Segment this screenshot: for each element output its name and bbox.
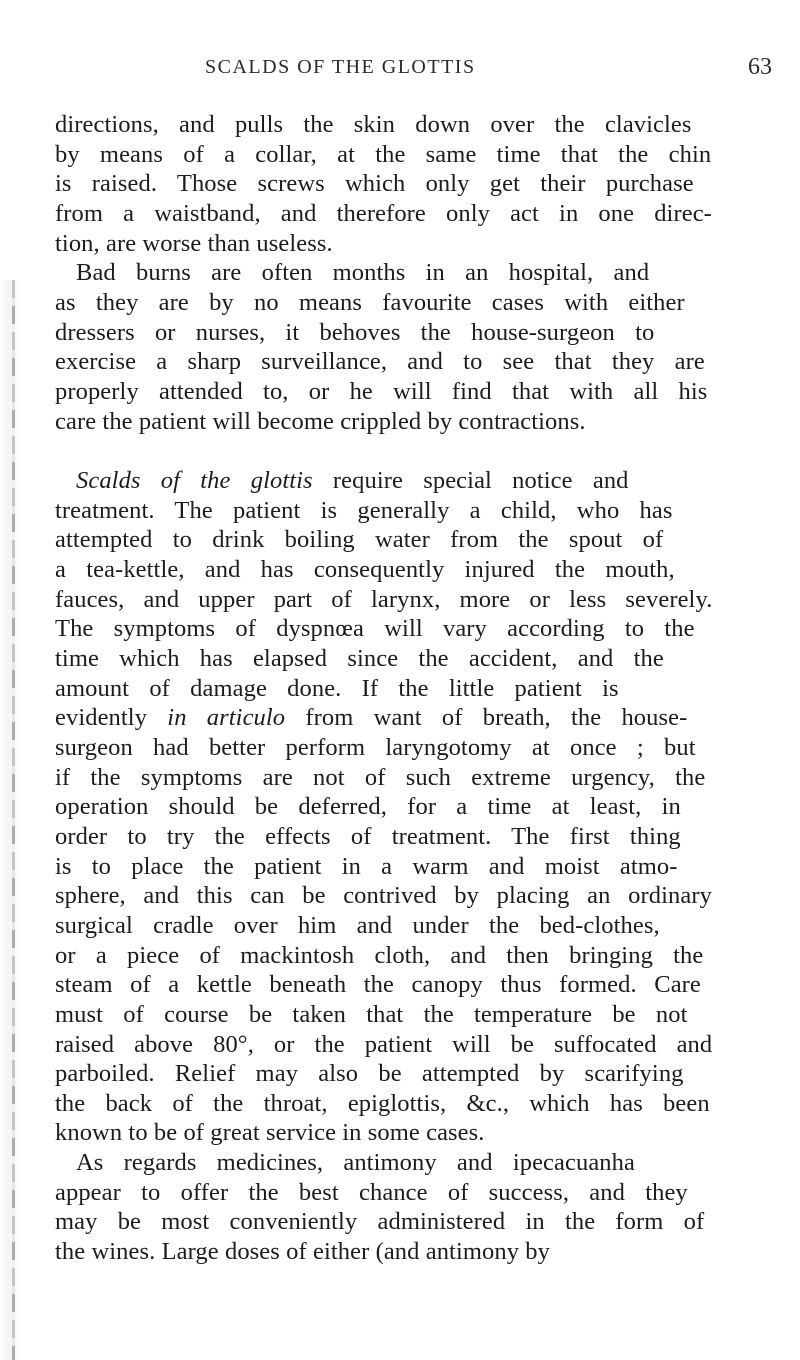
text-segment: surgical cradle over him and under the bed-clothes,: [55, 911, 660, 939]
text-line: [55, 1089, 710, 1119]
text-line: [55, 1030, 712, 1060]
text-segment: exercise a sharp surveillance, and to see that they are: [55, 348, 705, 376]
text-segment: the back of the throat, epiglottis, &c., which has been: [55, 1089, 710, 1117]
text-line: [55, 288, 685, 318]
text-segment: Bad burns are often months in an hospital, and: [76, 259, 650, 287]
text-line: [55, 496, 672, 526]
text-line: [76, 466, 629, 496]
text-segment: sphere, and this can be contrived by placing an ordinary: [55, 882, 712, 910]
text-line: [55, 140, 711, 170]
running-head: [0, 56, 800, 86]
text-segment: require special notice and: [312, 467, 629, 495]
text-line: [55, 822, 681, 852]
text-segment: must of course be taken that the temperature be not: [55, 1000, 688, 1028]
text-segment: tion, are worse than useless.: [55, 229, 333, 257]
text-segment: care the patient will become crippled by contractions.: [55, 407, 586, 435]
text-segment: is to place the patient in a warm and moist atmo-: [55, 852, 678, 880]
text-segment: time which has elapsed since the accident, and the: [55, 645, 664, 673]
text-line: [55, 1178, 688, 1208]
text-line: [55, 318, 654, 348]
text-line: [55, 199, 712, 229]
text-segment: steam of a kettle beneath the canopy thus formed. Care: [55, 971, 701, 999]
text-segment: evidently: [55, 704, 168, 732]
text-segment: appear to offer the best chance of success, and they: [55, 1178, 688, 1206]
running-title: SCALDS OF THE GLOTTIS: [205, 56, 476, 78]
text-line: [55, 1237, 550, 1267]
text-segment: the wines. Large doses of either (and antimony by: [55, 1238, 550, 1266]
text-segment: directions, and pulls the skin down over the clavicles: [55, 111, 692, 138]
text-segment: As regards medicines, antimony and ipecacuanha: [76, 1149, 635, 1177]
text-segment: a tea-kettle, and has consequently injured the mouth,: [55, 556, 675, 584]
text-line: [55, 674, 619, 704]
text-line: [55, 407, 586, 437]
text-segment: from want of breath, the house-: [285, 704, 688, 732]
text-line: [55, 1000, 688, 1030]
text-line: [55, 970, 701, 1000]
text-line: [55, 555, 675, 585]
page-number: 63: [748, 54, 772, 80]
italic-text-segment: Scalds of the glottis: [76, 467, 313, 495]
text-line: [55, 110, 692, 140]
italic-text-segment: in articulo: [167, 704, 286, 732]
text-segment: raised above 80°, or the patient will be suffocated and: [55, 1030, 713, 1058]
text-segment: parboiled. Relief may also be attempted by scarifying: [55, 1060, 684, 1088]
text-line: [76, 1148, 635, 1178]
text-segment: by means of a collar, at the same time that the chin: [55, 140, 712, 168]
text-segment: The symptoms of dyspnœa will vary according to the: [55, 615, 695, 643]
text-segment: attempted to drink boiling water from the spout of: [55, 526, 664, 554]
text-segment: from a waistband, and therefore only act in one direc-: [55, 199, 712, 227]
text-segment: surgeon had better perform laryngotomy at once ; but: [55, 734, 696, 761]
text-segment: dressers or nurses, it behoves the house-surgeon to: [55, 318, 655, 346]
text-line: [55, 525, 663, 555]
text-segment: as they are by no means favourite cases with either: [55, 288, 685, 316]
text-line: [55, 733, 696, 763]
text-segment: may be most conveniently administered in the form of: [55, 1208, 705, 1236]
text-segment: is raised. Those screws which only get their purchase: [55, 170, 694, 198]
text-line: [55, 614, 695, 644]
text-line: [55, 1118, 485, 1148]
text-line: [55, 347, 705, 377]
text-line: [55, 644, 664, 674]
text-line: [55, 881, 712, 911]
text-line: [55, 852, 678, 882]
text-line: [55, 169, 694, 199]
text-line: [55, 377, 707, 407]
text-segment: amount of damage done. If the little patient is: [55, 674, 619, 702]
text-segment: if the symptoms are not of such extreme urgency, the: [55, 763, 706, 791]
text-line: [55, 763, 705, 793]
text-segment: fauces, and upper part of larynx, more or less severely.: [55, 585, 713, 613]
text-line: [55, 1059, 684, 1089]
text-line: [55, 703, 687, 733]
text-segment: treatment. The patient is generally a child, who has: [55, 496, 673, 524]
text-line: [55, 585, 712, 615]
text-line: [55, 229, 333, 259]
text-line: [55, 792, 681, 822]
text-segment: or a piece of mackintosh cloth, and then bringing the: [55, 941, 704, 969]
text-segment: known to be of great service in some cases.: [55, 1119, 485, 1147]
text-line: [76, 258, 649, 288]
text-segment: order to try the effects of treatment. The first thing: [55, 822, 681, 850]
page-gutter-shadow: [0, 280, 22, 1360]
text-segment: operation should be deferred, for a time at least, in: [55, 793, 681, 821]
text-line: [55, 1207, 704, 1237]
text-line: [55, 941, 703, 971]
text-line: [55, 911, 660, 941]
text-segment: properly attended to, or he will find that with all his: [55, 377, 708, 405]
